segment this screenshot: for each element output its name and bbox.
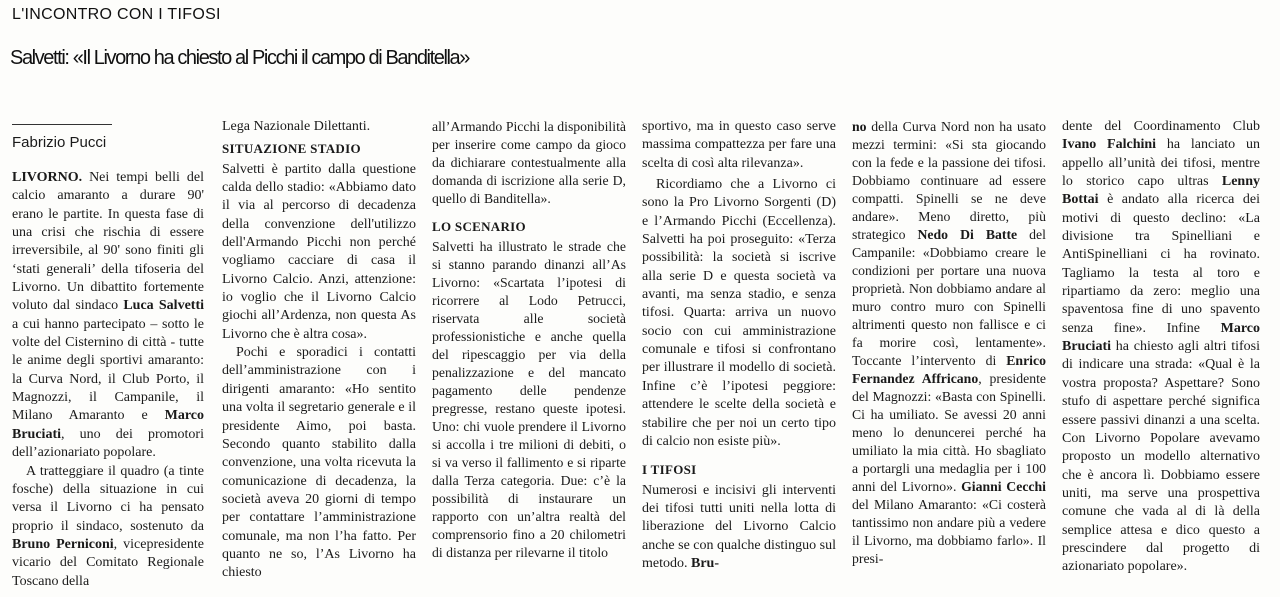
text: del Campanile: «Dobbiamo creare le condizioni per portare una nuova proprietà. Non dobbiamo andare al muro contro muro con Spinelli altrimenti questo non fallisce e ci fa morire così, lentamente». Toccante l’intervento di [852, 227, 1046, 369]
person-name: Bruno Perniconi [12, 536, 114, 552]
paragraph: sportivo, ma in questo caso serve massima compattezza per fare una scelta di così alta rilevanza». [642, 119, 836, 171]
paragraph [852, 118, 1046, 568]
article-column-2 [222, 118, 416, 583]
text: della Curva Nord non ha usato mezzi termini: «Si sta giocando con la fede e la passione dei tifosi. Dobbiamo continuare ad essere compatti. Spinelli se ne deve andare». Meno diretto, più strategico [852, 119, 1046, 243]
person-name: Marco Bruciati [1062, 320, 1260, 355]
person-name: Enrico Fernandez Affricano [852, 353, 1046, 387]
paragraph [642, 482, 836, 574]
text: ha chiesto agli altri tifosi di indicare una strada: «Qual è la vostra proposta? Aspettare? Sono stufo di aspettare perché significa essere passivi dinanzi a una scelta. Con Livorno Popolare avevamo proposto un modello alternativo che è ancora lì. Dobbiamo essere uniti, ma serve una prospettiva comune che vada al di là della semplice attesa e dico questo a prescindere dal progetto di azionariato popolare». [1062, 339, 1260, 575]
person-name: Gianni Cecchi [961, 479, 1046, 495]
article-column-4 [642, 118, 836, 573]
paragraph: Salvetti ha illustrato le strade che si stanno parando dinanzi all’As Livorno: «Scartata l’ipotesi di ricorrere al Lodo Petrucci, riservata alle società professionistiche e anche quella del ripescaggio per via della penalizzazione e del mancato pagamento delle pendenze pregresse, restano queste ipotesi. Uno: chi vuole prendere il Livorno si accolla i tre milioni di debiti, o si va verso il fallimento e si riparte dalla Terza categoria. Due: c’è la possibilità di instaurare un rapporto con un’altra realtà del comprensorio fino a 20 chilometri di distanza per rilevarne il titolo [432, 239, 626, 561]
section-heading: LO SCENARIO [432, 219, 526, 235]
paragraph [1062, 118, 1260, 577]
text: ha lanciato un appello all’unità dei tifosi, mentre lo storico capo ultras [1062, 137, 1260, 190]
headline: Salvetti: «Il Livorno ha chiesto al Picchi il campo di Banditella» [10, 47, 470, 69]
byline: Fabrizio Pucci [12, 134, 107, 151]
text: Nei tempi belli del calcio amaranto a durare 90' erano le partite. In questa fase di una crisi che rischia di essere irreversibile, al 90' sono finiti gli ‘stati generali’ della tifoseria del Livorno. Un dibattito fortemente voluto dal sindaco [12, 170, 204, 314]
article-column-1 [12, 124, 204, 591]
text: dente del Coordinamento Club [1062, 119, 1260, 134]
paragraph: Salvetti è partito dalla questione calda dello stadio: «Abbiamo dato il via al percorso di decadenza della convenzione dell'utilizzo dell'Armando Picchi non perché vogliamo cacciare di casa il Livorno Calcio. Anzi, attenzione: io voglio che il Livorno Calcio giochi all’Ardenza, non questa As Livorno che è altra cosa». [222, 161, 416, 342]
paragraph [12, 463, 204, 591]
article-column-3 [432, 118, 626, 562]
dateline: LIVORNO. [12, 170, 83, 185]
text: , uno dei promotori dell’azionariato popolare. [12, 426, 204, 461]
person-name: Lenny Bottai [1062, 174, 1260, 208]
text: A tratteggiare il quadro (a tinte fosche) della situazione in cui versa il Livorno ci ha pensato proprio il sindaco, sostenuto da [12, 463, 204, 534]
section-heading: I TIFOSI [642, 462, 697, 478]
article-column-6 [1062, 118, 1260, 577]
person-name: Nedo Di Batte [917, 227, 1018, 243]
paragraph: Lega Nazionale Dilettanti. [222, 119, 371, 134]
section-heading: SITUAZIONE STADIO [222, 141, 361, 157]
text: a cui hanno partecipato – sotto le volte del Cisternino di città - tutte le anime degli sportivi amaranto: la Curva Nord, il Club Porto, il Magnozzi, il Campanile, il Milano Amaranto e [12, 316, 204, 424]
text: del Milano Amaranto: «Ci costerà tantissimo non andare più a vedere il Livorno, ma dobbiamo farlo». Il presi- [852, 497, 1046, 567]
person-name: Ivano Falchini [1062, 137, 1157, 153]
person-name: Marco Bruciati [12, 408, 204, 442]
article-column-5 [852, 118, 1046, 568]
person-name: Bru- [691, 555, 719, 571]
byline-rule [12, 124, 112, 125]
kicker: L'INCONTRO CON I TIFOSI [12, 6, 221, 23]
text: , presidente del Magnozzi: «Basta con Spinelli. Ci ha umiliato. Se avessi 20 anni meno lo denuncerei perché ha umiliato la mia città. Ho sbagliato a portargli una medaglia per i 100 anni del Livorno». [852, 371, 1046, 495]
person-name: no [852, 119, 867, 134]
text: Numerosi e incisivi gli interventi dei tifosi tutti uniti nella lotta di liberazione del Livorno Calcio anche se con qualche distinguo sul metodo. [642, 482, 837, 571]
paragraph: Ricordiamo che a Livorno ci sono la Pro Livorno Sorgenti (D) e l’Armando Picchi (Eccellenza). Salvetti ha poi proseguito: «Terza possibilità: la società si iscrive alla serie D e questa società va avanti, ma senza stadio, e senza tifosi. Quarta: arriva un nuovo socio con cui amministrazione comunale e tifosi si confrontano per illustrare il modello di società. Infine c’è l’ipotesi peggiore: attendere le scelte della società e stabilire che per noi un certo tipo di calcio non esiste più». [642, 177, 836, 449]
text: , vicepresidente vicario del Comitato Regionale Toscano della [12, 536, 204, 589]
text: è andato alla ricerca dei motivi di questo declino: «La divisione tra Spinelliani e AntiSpinelliani ci ha rovinato. Tagliamo la testa al toro e ripartiamo da zero: meglio una spaventosa fine di uno spavento senza fine». Infine [1062, 192, 1260, 336]
paragraph: Pochi e sporadici i contatti dell’amministrazione con i dirigenti amaranto: «Ho sentito una volta il segretario generale e il presidente Aimo, poi basta. Secondo quanto stabilito dalla convenzione, una volta ricevuta la comunicazione di decadenza, la società aveva 20 giorni di tempo per contattare l’amministrazione comunale, ma non l’ha fatto. Per quanto ne so, l’As Livorno ha chiesto [222, 345, 416, 581]
paragraph: all’Armando Picchi la disponibilità per inserire come campo da gioco da dichiarare contestualmente alla domanda di iscrizione alla serie D, quello di Banditella». [432, 119, 626, 207]
paragraph [12, 169, 204, 463]
person-name: Luca Salvetti [123, 298, 204, 314]
